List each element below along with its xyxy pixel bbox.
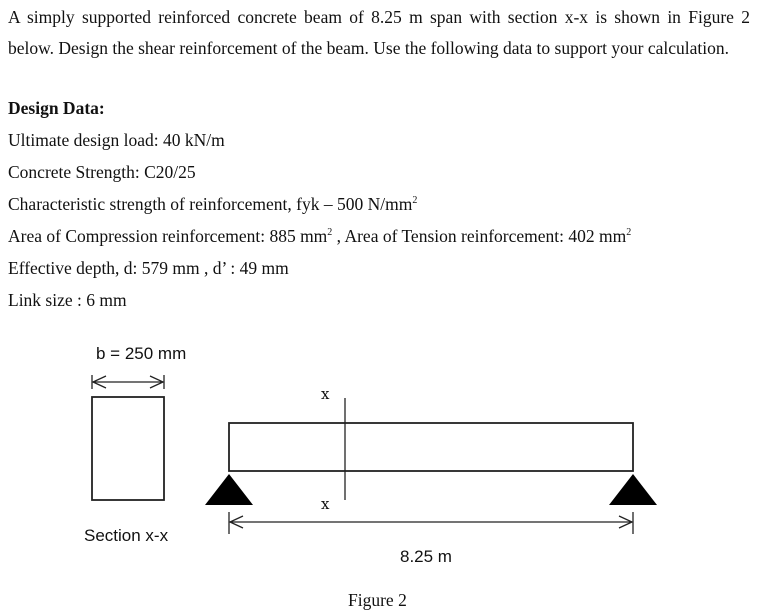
problem-intro: A simply supported reinforced concrete beam of 8.25 m span with section x-x is shown in Figure 2 below. Design the shear reinforcement of the beam. Use the following data to support your calculation. xyxy=(8,7,750,58)
link-size: Link size : 6 mm xyxy=(8,290,127,310)
figure-caption: Figure 2 xyxy=(348,590,407,610)
concrete-strength: Concrete Strength: C20/25 xyxy=(8,162,196,182)
design-data-heading: Design Data: xyxy=(8,98,105,118)
span-dimension-arrow xyxy=(229,512,633,534)
span-label: 8.25 m xyxy=(400,547,452,566)
width-label: b = 250 mm xyxy=(96,344,187,363)
width-dimension-arrow xyxy=(92,375,164,389)
tension-area-sup: 2 xyxy=(626,227,632,238)
compression-area-sup: 2 xyxy=(327,227,333,238)
tension-area-text: , Area of Tension reinforcement: 402 mm xyxy=(332,226,627,246)
beam-elevation xyxy=(229,423,633,471)
fyk-text: Characteristic strength of reinforcement, fyk – 500 N/mm xyxy=(8,194,413,214)
compression-area-text: Area of Compression reinforcement: 885 mm xyxy=(8,226,328,246)
section-mark-top: x xyxy=(321,385,330,403)
cross-section-rectangle xyxy=(92,397,164,500)
section-mark-bottom: x xyxy=(321,495,330,513)
ultimate-load: Ultimate design load: 40 kN/m xyxy=(8,130,225,150)
fyk-sup: 2 xyxy=(412,195,418,206)
right-support-icon xyxy=(609,474,657,505)
left-support-icon xyxy=(205,474,253,505)
effective-depth: Effective depth, d: 579 mm , d’ : 49 mm xyxy=(8,258,289,278)
section-label: Section x-x xyxy=(84,526,169,545)
